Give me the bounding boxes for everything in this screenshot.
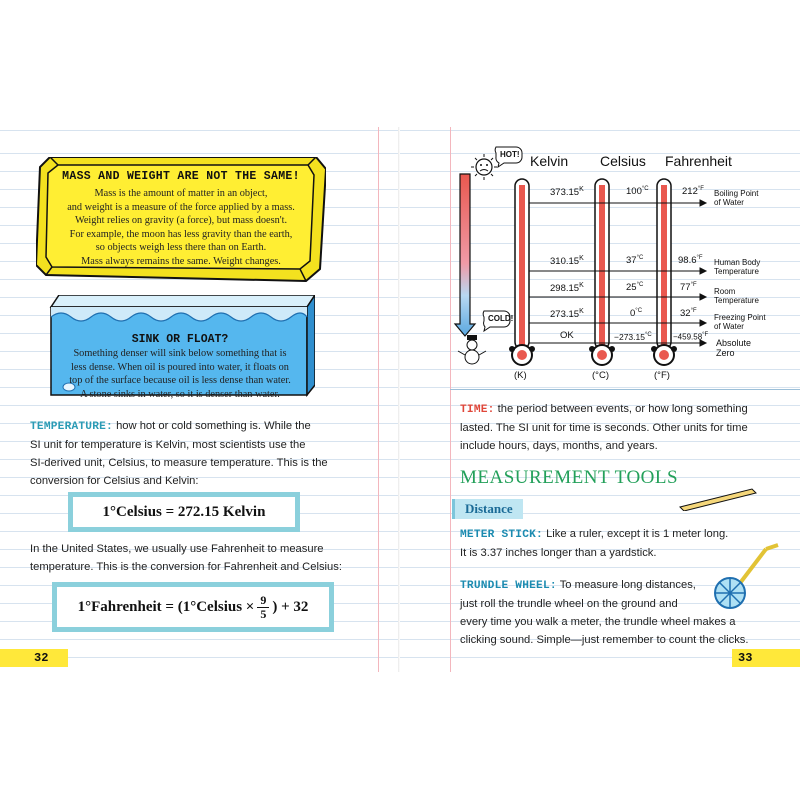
mass-line: Weight relies on gravity (a force), but mass doesn't. [74,215,288,226]
hot-label: HOT! [500,150,520,159]
formula-text: 1°Celsius = 272.15 Kelvin [102,503,266,520]
celsius-unit: (°C) [592,370,609,381]
page-number-text: 32 [34,651,49,665]
fahrenheit-value: $212^{^\circ F}$ [682,186,704,198]
page-number [732,649,800,667]
fahrenheit-value: $-459.58^{^\circ F}$ [673,332,709,342]
mass-box-text [56,187,306,268]
temperature-line: SI unit for temperature is Kelvin, most scientists use the [30,439,306,451]
diagram-divider [450,389,800,390]
mass-weight-callout [36,157,326,277]
mass-line: For example, the moon has less gravity than the earth, [69,228,293,240]
room-temp-label: Room Temperature [714,287,759,305]
mass-line: so objects weigh less there than on Earth. [95,242,267,253]
trundle-line: just roll the trundle wheel on the ground and [460,598,678,610]
kelvin-header: Kelvin [530,153,569,169]
fahrenheit-paragraph [30,540,380,576]
temperature-paragraph [30,417,380,490]
kelvin-unit: (K) [514,370,527,381]
section-title: MEASUREMENT TOOLS [460,467,679,488]
freezing-point-label: Freezing Point of Water [714,313,766,331]
time-term: TIME: [460,404,495,416]
trundle-term: TRUNDLE WHEEL: [460,580,557,592]
celsius-kelvin-formula [68,492,300,532]
celsius-value: $0^{^\circ C}$ [630,308,643,320]
float-line: top of the surface because oil is less dense than water. [69,375,291,386]
page-number-text: 33 [738,651,753,665]
meter-stick-term: METER STICK: [460,529,543,541]
mass-line: Mass always remains the same. Weight changes. [81,255,281,267]
fahrenheit-value: $98.6^{^\circ F}$ [678,255,703,267]
meter-line: Like a ruler, except it is 1 meter long. [542,528,729,540]
mass-line: Mass is the amount of matter in an object, [94,188,268,199]
kelvin-thermometer [512,179,532,365]
mass-line: and weight is a measure of the force applied by a mass. [67,201,295,213]
float-box-text [55,347,305,401]
temperature-line: how hot or cold something is. While the [112,420,311,432]
meter-stick-icon [678,487,758,511]
body-temp-label: Human Body Temperature [714,258,761,276]
kelvin-value: $310.15^K$ [550,255,584,268]
kelvin-value: $373.15^K$ [550,186,584,199]
celsius-value: $37^{^\circ C}$ [626,255,644,267]
fahrenheit-value: $32^{^\circ F}$ [680,308,697,320]
fahrenheit-line: temperature. This is the conversion for Fahrenheit and Celsius: [30,561,342,573]
celsius-value: $25^{^\circ C}$ [626,282,644,294]
kelvin-value: $273.15^K$ [550,308,584,321]
celsius-value: $100^{^\circ C}$ [626,186,649,198]
formula-text: ) + 32 [272,598,309,615]
fahrenheit-celsius-formula [52,582,334,632]
trundle-line: clicking sound. Simple—just remember to count the clicks. [460,634,749,646]
trundle-line: every time you walk a meter, the trundle wheel makes a [460,616,736,628]
margin-line [378,127,379,672]
temperature-term: TEMPERATURE: [30,421,113,433]
fraction-denominator: 5 [257,607,269,621]
formula-text: 1°Fahrenheit = (1°Celsius × [77,598,255,615]
float-box-title: SINK OR FLOAT? [131,333,229,346]
meter-line: It is 3.37 inches longer than a yardstick. [460,547,657,559]
cold-label: COLD! [488,314,514,323]
celsius-header: Celsius [600,153,646,169]
sink-float-callout [45,295,315,400]
time-paragraph [460,400,795,455]
fahrenheit-unit: (°F) [654,370,670,381]
float-line: less dense. When oil is poured into water, it floats on [71,361,289,373]
float-line: A stone sinks in water, so it is denser than water. [80,388,280,400]
kelvin-value: $298.15^K$ [550,282,584,295]
absolute-zero-label: Absolute Zero [716,338,752,358]
fahrenheit-header: Fahrenheit [665,153,732,169]
fraction-numerator: 9 [260,592,267,607]
fahrenheit-thermometer [654,179,674,365]
celsius-value: $-273.15^{^\circ C}$ [614,332,652,342]
boiling-point-label: Boiling Point of Water [714,189,759,207]
reference-arrows [529,200,709,346]
temperature-line: SI-derived unit, Celsius, to measure temperature. This is the [30,457,328,469]
distance-tag: Distance [452,499,523,519]
float-line: Something denser will sink below something that is [73,348,287,359]
celsius-thermometer [592,179,612,365]
sun-icon [471,154,497,180]
left-page [0,127,400,672]
fraction [257,594,269,621]
page-number [0,649,68,667]
trundle-line: To measure long distances, [556,579,696,591]
fahrenheit-line: In the United States, we usually use Fahrenheit to measure [30,543,324,555]
temperature-arrow [455,174,475,336]
time-line: lasted. The SI unit for time is seconds. Other units for time [460,422,748,434]
mass-box-title: MASS AND WEIGHT ARE NOT THE SAME! [62,170,300,183]
fahrenheit-value: $77^{^\circ F}$ [680,282,697,294]
time-line: the period between events, or how long something [494,403,748,415]
kelvin-value: OK [560,330,574,341]
time-line: include hours, days, months, and years. [460,440,658,452]
temperature-line: conversion for Celsius and Kelvin: [30,475,199,487]
snowman-icon [458,335,486,364]
right-page [400,127,800,672]
trundle-paragraph [460,576,785,649]
